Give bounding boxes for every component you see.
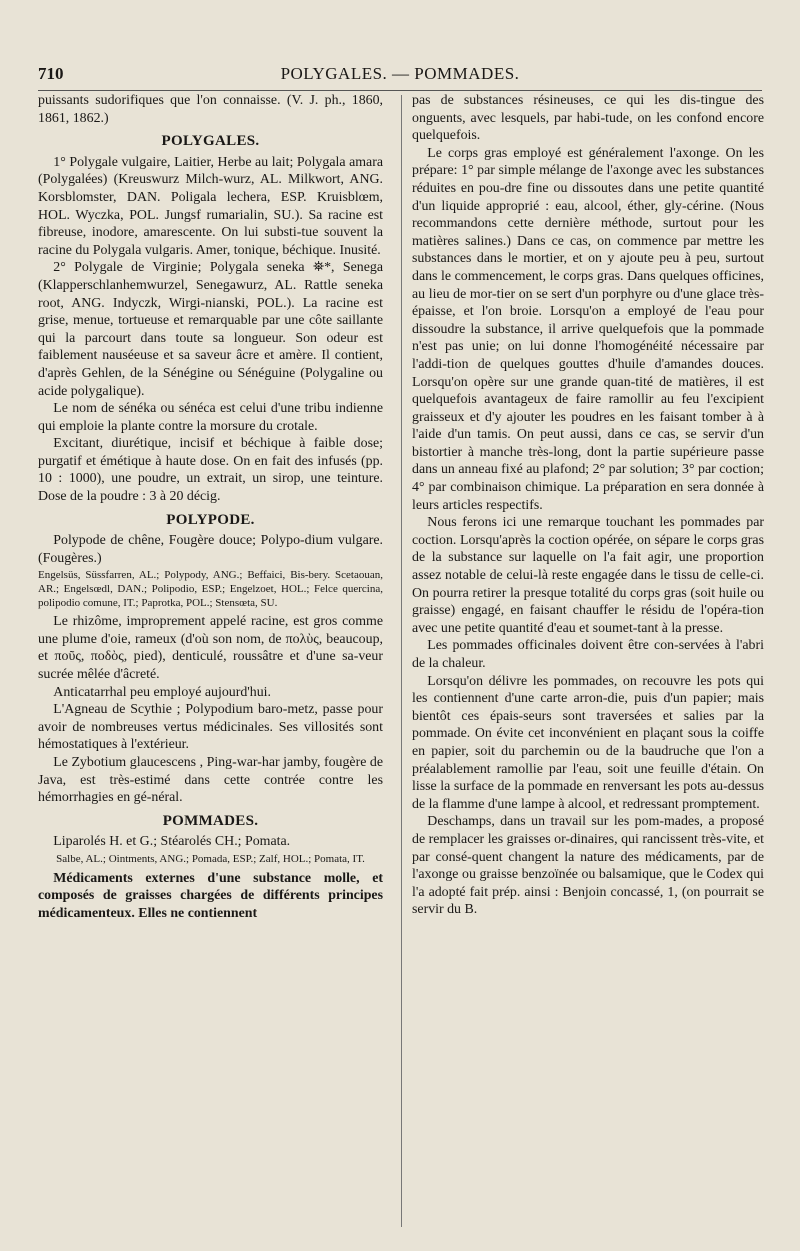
paragraph: Le nom de sénéka ou sénéca est celui d'une tribu indienne qui emploie la plante contre la morsure du crotale. bbox=[38, 401, 383, 434]
paragraph: puissants sudorifiques que l'on connaisse. (V. J. ph., 1860, 1861, 1862.) bbox=[38, 93, 383, 126]
paragraph: pas de substances résineuses, ce qui les dis-tingue des onguents, avec lesquels, par habi-tude, on les confond encore quelquefois. bbox=[412, 93, 764, 144]
paragraph: Médicaments externes d'une substance molle, et composés de graisses chargées de différents principes médicamenteux. Elles ne contiennent bbox=[38, 870, 383, 921]
right-column bbox=[412, 92, 764, 919]
paragraph: Nous ferons ici une remarque touchant les pommades par coction. Lorsqu'après la coction opérée, on sépare le corps gras de la substance sur laquelle on l'a fait agir, une proportion assez notable de celui-là reste engagée dans le tissu de celle-ci. On pourra retirer la presque totalité du corps gras (soit huile ou graisse) engagé, en faisant chauffer le résidu de l'opéra-tion avec une petite quantité d'eau et soumet-tant à la presse. bbox=[412, 515, 764, 636]
left-column bbox=[38, 92, 383, 922]
paragraph: Les pommades officinales doivent être con-servées à l'abri de la chaleur. bbox=[412, 638, 764, 671]
paragraph: Excitant, diurétique, incisif et béchique à faible dose; purgatif et émétique à haute dose. On en fait des infusés (pp. 10 : 1000), une poudre, un extrait, un sirop, une teinture. Dose de la poudre : 3 à 20 décig. bbox=[38, 436, 383, 505]
paragraph: Le Zybotium glaucescens , Ping-war-har jamby, fougère de Java, est très-estimé dans cette contrée contre les hémorrhagies en gé-néral. bbox=[38, 754, 383, 806]
paragraph: Deschamps, dans un travail sur les pom-mades, a proposé de remplacer les graisses or-dinaires, qui rancissent très-vite, et par consé-quent changent la nature des médicaments, par de l'axonge ou graisse benzoïnée ou balsamique, que le Codex qui l'a adopté fait prép. ainsi : Benjoin concassé, 1, (on pourrait se servir du B. bbox=[412, 814, 764, 918]
running-title: POLYGALES. — POMMADES. bbox=[280, 64, 520, 83]
paragraph: Le rhizôme, improprement appelé racine, est gros comme une plume d'oie, rameux (d'où son nom, de πολὺς, beaucoup, et ποῦς, ποδὸς, pied), denticulé, roussâtre et d'une sa-veur sucrée mêlée d'âcreté. bbox=[38, 614, 383, 682]
column-divider bbox=[401, 95, 402, 1227]
paragraph: 2° Polygale de Virginie; Polygala seneka ⛯*, Senega (Klapperschlanhemwurzel, Senegawurz, AL. Rattle seneka root, ANG. Indyczk, Wirgi-nianski, POL.). La racine est grise, menue, tortueuse et remarquable par une côte saillante qui la parcourt dans toute sa longueur. Son odeur est faiblement nauséeuse et sa saveur âcre et amère. Il contient, d'après Gehlen, de la Sénégine ou Sénéguine (Polygaline ou acide polygalique). bbox=[38, 260, 383, 399]
page-number: 710 bbox=[38, 64, 64, 83]
paragraph: Le corps gras employé est généralement l'axonge. On les prépare: 1° par simple mélange de l'axonge avec les substances réduites en pou-dre fine ou dissoutes dans une petite quantité d'un liquide approprié : eau, alcool, éther, gly-cérine. (Nous recommandons cette dernière méthode, surtout pour les matières salines.) Dans ce cas, on commence par mettre les substances dans le mortier, et on y ajoute peu à peu, surtout dans le commencement, le corps gras. Dans quelques officines, au lieu de mor-tier on se sert d'un porphyre ou d'une glace très-épaisse, et l'on broie. Lorsqu'on a employé de l'eau pour dissoudre la substance, il arrive quelquefois que la pommade n'est pas unie; on lui donne l'homogénéité nécessaire par l'addi-tion de quelques gouttes d'huile d'amandes douces. Lorsqu'on opère sur une grande quan-tité de matières, il est quelquefois avantageux de faire ramollir au feu l'excipient graisseux et d'y ajouter les poudres en les faisant tomber à à l'aide d'un tamis. On peut aussi, dans ce cas, se servir d'un bistortier à manche très-long, dont la partie supérieure passe dans un anneau fixé au plafond; 2° par solution; 3° par coction; 4° par combinaison chimique. La préparation en sera donnée à leurs articles respectifs. bbox=[412, 145, 764, 513]
paragraph: Polypode de chêne, Fougère douce; Polypo-dium vulgare. (Fougères.) bbox=[38, 533, 383, 566]
paragraph: Liparolés H. et G.; Stéarolés CH.; Pomata. bbox=[53, 834, 291, 850]
paragraph: Anticatarrhal peu employé aujourd'hui. bbox=[53, 684, 272, 700]
paragraph: 1° Polygale vulgaire, Laitier, Herbe au lait; Polygala amara (Polygalées) (Kreuswurz Milch-wurz, AL. Milkwort, ANG. Korsblomster, DAN. Poligala lechera, ESP. Kruisblœm, HOL. Wyczka, POL. Jungsf rumarialin, SU.). Sa racine est fibreuse, inodore, amarescente. On lui substi-tue souvent la racine du Polygala vulgaris. Amer, tonique, béchique. Inusité. bbox=[38, 154, 383, 258]
section-heading-polygales: POLYGALES. bbox=[161, 133, 260, 150]
section-heading-pommades: POMMADES. bbox=[162, 812, 259, 829]
running-header bbox=[38, 62, 762, 91]
synonyms-list: Engelsüs, Süssfarren, AL.; Polypody, ANG.; Beffaici, Bis-bery. Scetaouan, AR.; Engelsœdl, DAN.; Polipodio, ESP.; Engelzoet, HOL.; Felce quercina, polipodio comune, IT.; Paprotka, POL.; Stensœta, SU. bbox=[38, 569, 383, 609]
paragraph: L'Agneau de Scythie ; Polypodium baro-metz, passe pour avoir de nombreuses vertus médicinales. Ses villosités sont hémostatiques à l'extérieur. bbox=[38, 702, 383, 753]
synonyms-list: Salbe, AL.; Ointments, ANG.; Pomada, ESP.; Zalf, HOL.; Pomata, IT. bbox=[56, 852, 365, 865]
section-heading-polypode: POLYPODE. bbox=[166, 511, 255, 528]
paragraph: Lorsqu'on délivre les pommades, on recouvre les pots qui les contiennent d'une carte arron-die, puis d'un papier; mais bientôt ces épais-seurs sont traversées et salies par la pommade. On évite cet inconvénient en plaçant sous la coiffe en papier, soit du parchemin ou de la baudruche que l'on a préalablement ramollie par l'eau, soit une feuille d'étain. On lisse la surface de la pommade en renversant les pots au-dessus de la flamme d'une lampe à alcool, et redressant promptement. bbox=[412, 673, 764, 812]
